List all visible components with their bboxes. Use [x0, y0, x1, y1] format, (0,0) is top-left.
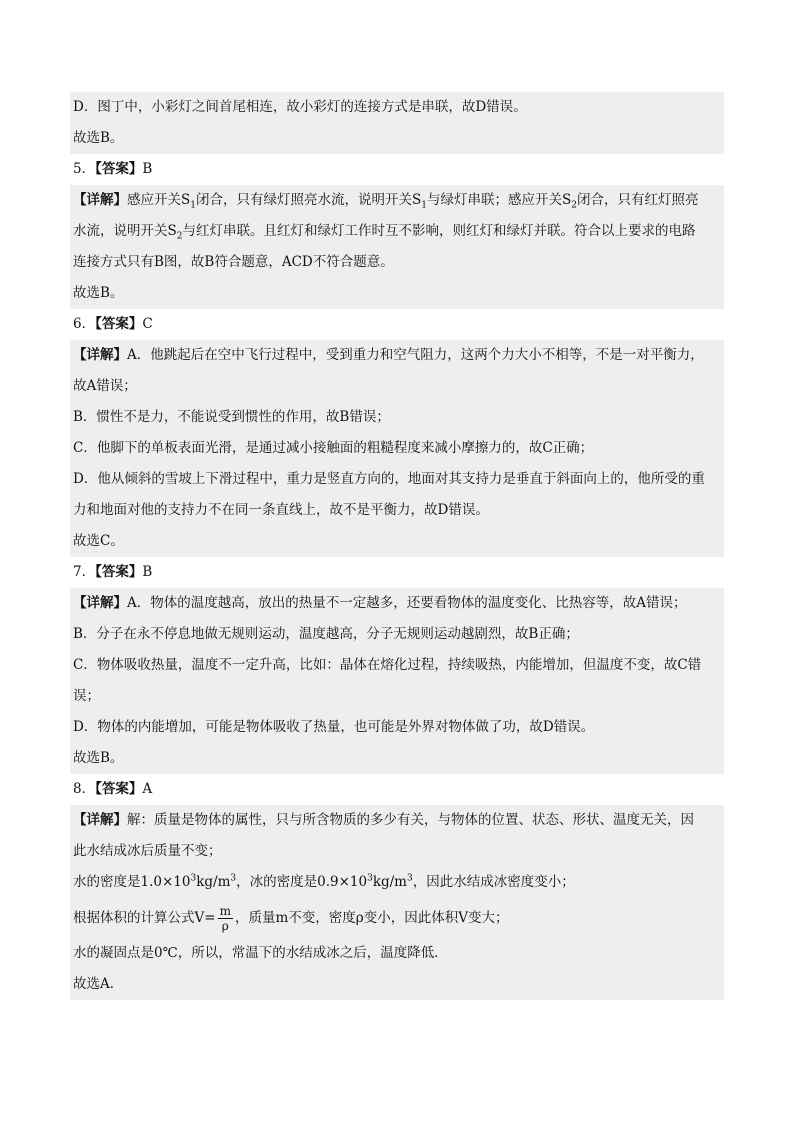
q5-detail-line-2	[70, 216, 724, 247]
q7-text: A．物体的温度越高，放出的热量不一定越多，还要看物体的温度变化、比热容等，故A错误；	[127, 595, 687, 611]
q8-detail-line-3	[70, 867, 724, 898]
q5-detail-tag: 【详解】	[73, 192, 127, 208]
q7-detail-line-4: 误；	[70, 681, 724, 712]
q5-conclusion: 故选B。	[70, 278, 724, 309]
q6-text: A．他跳起后在空中飞行过程中，受到重力和空气阻力，这两个力大小不相等，不是一对平衡力，	[127, 347, 704, 363]
q5-text: 闭合，只有红灯照亮	[576, 192, 699, 208]
q4-option-d: D．图丁中，小彩灯之间首尾相连，故小彩灯的连接方式是串联，故D错误。	[70, 92, 724, 123]
q7-answer-line	[70, 557, 724, 588]
q6-answer: C	[142, 316, 153, 332]
q8-detail-line-4	[70, 898, 724, 938]
q7-detail-line-2: B．分子在永不停息地做无规则运动，温度越高，分子无规则运动越剧烈，故B正确；	[70, 619, 724, 650]
q6-detail-line-5: D．他从倾斜的雪坡上下滑过程中，重力是竖直方向的，地面对其支持力是垂直于斜面向上的，他所受的重	[70, 464, 724, 495]
q5-text: 感应开关S	[127, 192, 191, 208]
q8-text: 解：质量是物体的属性，只与所含物质的多少有关，与物体的位置、状态、形状、温度无关，因	[127, 812, 694, 828]
q5-detail-line-1	[70, 185, 724, 216]
q8-detail-tag: 【详解】	[73, 812, 127, 828]
q7-detail-line-3: C．物体吸收热量，温度不一定升高，比如：晶体在熔化过程，持续吸热，内能增加，但温度不变，故C错	[70, 650, 724, 681]
q8-text: 根据体积的计算公式V=	[73, 910, 216, 926]
q8-text: kg/m	[196, 874, 231, 890]
density-fraction	[218, 904, 233, 933]
q8-number: 8．	[73, 781, 96, 797]
q8-text: ，冰的密度是0.9×10	[236, 874, 368, 890]
q7-answer: B	[142, 564, 153, 580]
q5-detail-line-3: 连接方式只有B图，故B符合题意，ACD不符合题意。	[70, 247, 724, 278]
q5-answer-tag: 【答案】	[95, 161, 143, 177]
q6-detail-tag: 【详解】	[73, 347, 127, 363]
q8-text: 水的密度是1.0×10	[73, 874, 191, 890]
q8-superscript: 3	[367, 873, 373, 884]
q8-detail-line-5: 水的凝固点是0℃，所以，常温下的水结成冰之后，温度降低．	[70, 938, 724, 969]
q6-detail-line-6: 力和地面对他的支持力不在同一条直线上，故不是平衡力，故D错误。	[70, 495, 724, 526]
q7-conclusion: 故选B。	[70, 743, 724, 774]
q5-text: 与红灯串联。且红灯和绿灯工作时互不影响，则红灯和绿灯并联。符合以上要求的电路	[182, 223, 696, 239]
q8-text: ，质量m不变，密度ρ变小，因此体积V变大；	[234, 910, 509, 926]
q5-answer-line	[70, 154, 724, 185]
q6-detail-line-4: C．他脚下的单板表面光滑，是通过减小接触面的粗糙程度来减小摩擦力的，故C正确；	[70, 433, 724, 464]
q8-text: kg/m	[372, 874, 407, 890]
q8-superscript: 3	[190, 873, 197, 884]
q6-answer-tag: 【答案】	[95, 316, 143, 332]
q6-detail-line-2: 故A错误；	[70, 371, 724, 402]
q6-detail-line-3: B．惯性不是力，不能说受到惯性的作用，故B错误；	[70, 402, 724, 433]
q8-detail-line-2: 此水结成冰后质量不变；	[70, 836, 724, 867]
q8-detail-line-1	[70, 805, 724, 836]
q4-conclusion: 故选B。	[70, 123, 724, 154]
q5-subscript: 2	[571, 200, 577, 211]
q5-subscript: 2	[176, 231, 183, 242]
q5-subscript: 1	[421, 200, 427, 211]
q7-answer-tag: 【答案】	[95, 564, 143, 580]
q5-text: 水流，说明开关S	[73, 223, 177, 239]
q5-subscript: 1	[190, 200, 196, 211]
q8-answer: A	[142, 781, 153, 797]
q5-number: 5．	[73, 161, 96, 177]
fraction-denominator: ρ	[221, 919, 229, 933]
q6-answer-line	[70, 309, 724, 340]
q6-detail-line-1	[70, 340, 724, 371]
answer-page	[70, 92, 724, 1000]
q6-conclusion: 故选C。	[70, 526, 724, 557]
q7-number: 7．	[73, 564, 96, 580]
q5-text: 与绿灯串联；感应开关S	[426, 192, 572, 208]
q8-text: ，因此水结成冰密度变小；	[412, 874, 575, 890]
q5-answer: B	[142, 161, 153, 177]
q6-number: 6．	[73, 316, 96, 332]
q7-detail-line-1	[70, 588, 724, 619]
q5-text: 闭合，只有绿灯照亮水流，说明开关S	[195, 192, 422, 208]
q8-conclusion: 故选A．	[70, 969, 724, 1000]
q7-detail-line-5: D．物体的内能增加，可能是物体吸收了热量，也可能是外界对物体做了功，故D错误。	[70, 712, 724, 743]
q7-detail-tag: 【详解】	[73, 595, 127, 611]
q8-answer-line	[70, 774, 724, 805]
q8-superscript: 3	[406, 873, 413, 884]
q8-superscript: 3	[230, 873, 237, 884]
q8-answer-tag: 【答案】	[95, 781, 143, 797]
fraction-numerator: m	[219, 904, 231, 918]
